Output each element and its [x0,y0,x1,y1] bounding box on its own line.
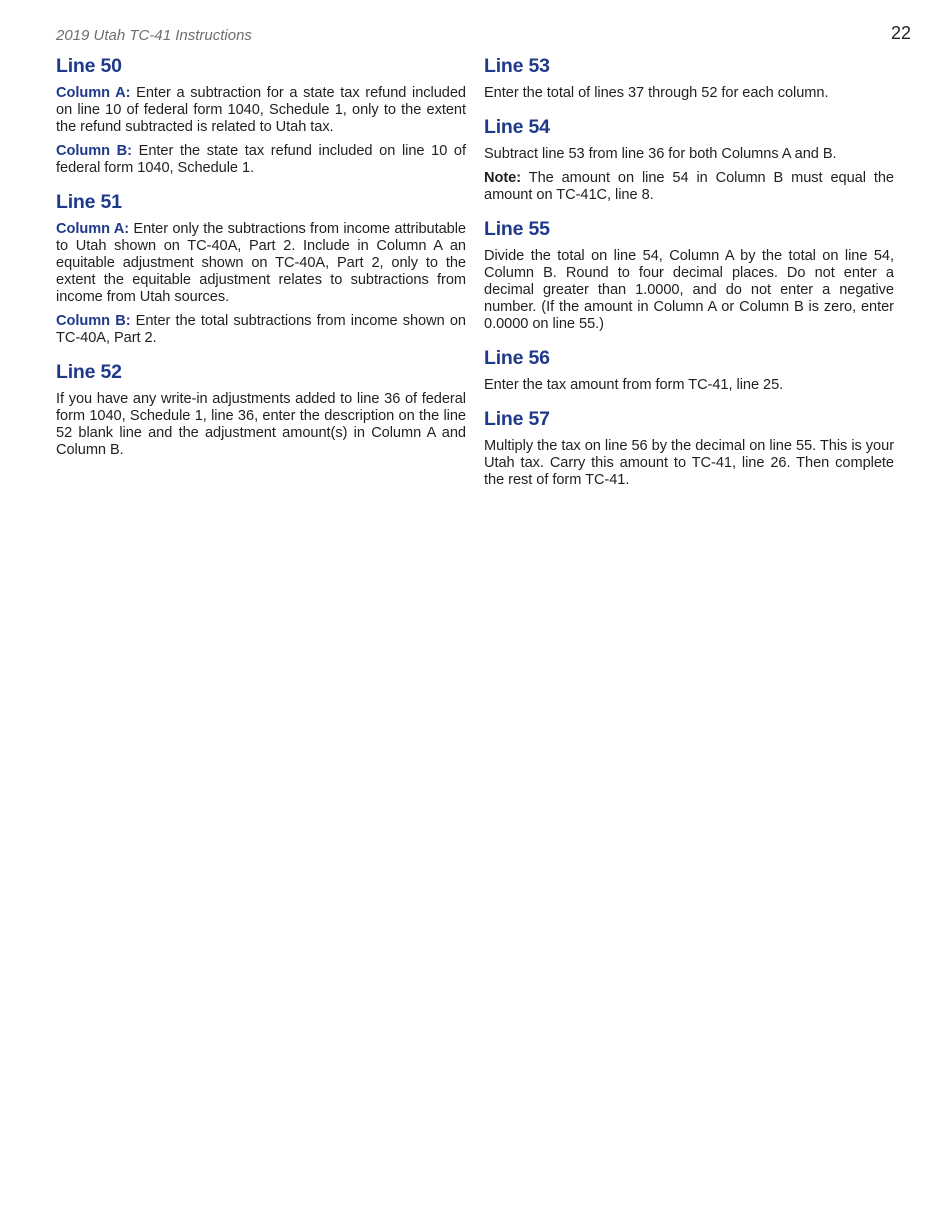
note-label: Note: [484,170,522,186]
line-52-heading: Line 52 [56,361,122,383]
line-51-column-b [56,313,466,347]
line-51-column-a [56,221,466,306]
section-line-56 [484,346,894,394]
section-line-52 [56,360,466,459]
column-b-label: Column B: [56,313,131,329]
right-column [484,54,894,496]
section-line-54 [484,115,894,204]
line-50-heading: Line 50 [56,55,122,77]
line-51-heading: Line 51 [56,191,122,213]
column-a-label: Column A: [56,221,130,237]
line-54-text: Subtract line 53 from line 36 for both Columns A and B. [484,146,837,162]
line-54-heading: Line 54 [484,116,550,138]
section-line-50 [56,54,466,177]
running-header: 2019 Utah TC-41 Instructions [56,27,252,44]
line-51-column-b-text: Enter the total subtractions from income shown on TC-40A, Part 2. [56,313,466,346]
line-53-heading: Line 53 [484,55,550,77]
section-line-53 [484,54,894,102]
line-52-text: If you have any write-in adjustments added to line 36 of federal form 1040, Schedule 1, line 36, enter the description on the line 52 blank line and the adjustment amount(s) in Column A and Column B. [56,391,466,458]
section-line-51 [56,190,466,347]
line-50-column-a [56,85,466,136]
line-57-text: Multiply the tax on line 56 by the decimal on line 55. This is your Utah tax. Carry this amount to TC-41, line 26. Then complete the rest of form TC-41. [484,438,894,488]
page-number: 22 [890,23,911,43]
line-55-heading: Line 55 [484,218,550,240]
line-51-column-a-text: Enter only the subtractions from income attributable to Utah shown on TC-40A, Part 2. Include in Column A an equitable adjustment shown on TC-40A, Part 2, only to the extent the equitable adjustment relates to subtractions from income from Utah sources. [56,221,466,305]
line-54-note [484,170,894,204]
line-50-column-b-text: Enter the state tax refund included on line 10 of federal form 1040, Schedule 1. [56,143,466,176]
line-56-text: Enter the tax amount from form TC-41, line 25. [484,377,784,393]
column-b-label: Column B: [56,143,132,159]
section-line-55 [484,217,894,333]
line-56-heading: Line 56 [484,347,550,369]
left-column [56,54,466,466]
column-a-label: Column A: [56,85,131,101]
line-55-text: Divide the total on line 54, Column A by the total on line 54, Column B. Round to four decimal places. Do not enter a decimal greater than 1.0000, and do not enter a negative number. (If the amount in Column A or Column B is zero, enter 0.0000 on line 55.) [484,248,894,332]
section-line-57 [484,407,894,489]
line-50-column-b [56,143,466,177]
line-53-text: Enter the total of lines 37 through 52 for each column. [484,85,829,101]
line-54-note-text: The amount on line 54 in Column B must equal the amount on TC-41C, line 8. [484,170,894,203]
line-50-column-a-text: Enter a subtraction for a state tax refund included on line 10 of federal form 1040, Schedule 1, only to the extent the refund subtracted is related to Utah tax. [56,85,467,135]
line-57-heading: Line 57 [484,408,550,430]
